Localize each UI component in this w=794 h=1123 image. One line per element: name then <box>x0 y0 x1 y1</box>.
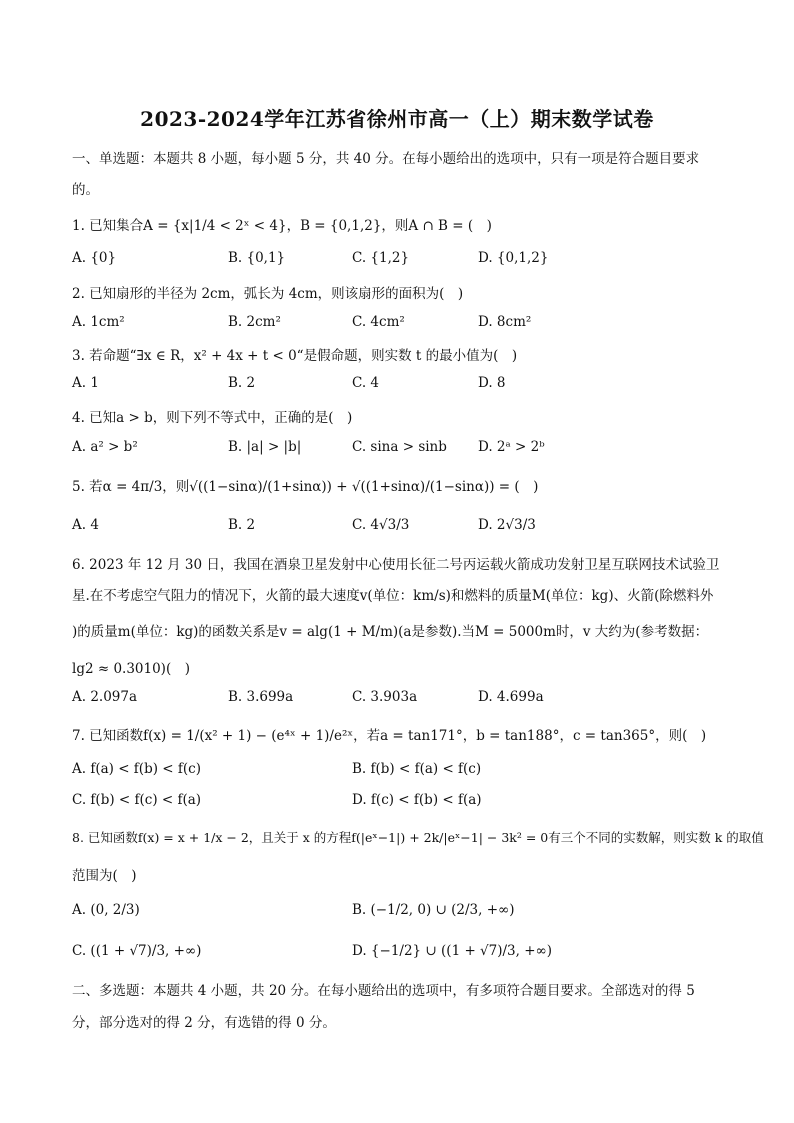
q8-option-c: C. ((1 + √7)/3, +∞) <box>72 943 202 959</box>
q5-option-b: B. 2 <box>228 517 256 533</box>
q3-stem: 3. 若命题“∃x ∈ R，x² + 4x + t < 0“是假命题，则实数 t 的最小值为( ) <box>72 348 518 364</box>
q5-stem: 5. 若α = 4π/3，则√((1−sinα)/(1+sinα)) + √((1+sinα)/(1−sinα)) = ( ) <box>72 479 539 495</box>
q6-stem-line2: 星.在不考虑空气阻力的情况下，火箭的最大速度v(单位：km/s)和燃料的质量M(单位：kg)、火箭(除燃料外 <box>72 588 714 604</box>
q2-option-d: D. 8cm² <box>478 314 532 330</box>
q8-option-a: A. (0, 2/3) <box>72 902 140 918</box>
q7-option-a: A. f(a) < f(b) < f(c) <box>72 761 201 777</box>
q2-option-b: B. 2cm² <box>228 314 281 330</box>
q4-stem: 4. 已知a > b，则下列不等式中，正确的是( ) <box>72 410 353 426</box>
q1-option-d: D. {0,1,2} <box>478 250 549 266</box>
q2-option-c: C. 4cm² <box>352 314 405 330</box>
q4-option-a: A. a² > b² <box>72 439 138 455</box>
q7-option-c: C. f(b) < f(c) < f(a) <box>72 792 202 808</box>
q5-option-a: A. 4 <box>72 517 99 533</box>
q6-option-c: C. 3.903a <box>352 689 418 705</box>
q4-option-b: B. |a| > |b| <box>228 439 302 455</box>
q1-option-c: C. {1,2} <box>352 250 410 266</box>
q4-option-d: D. 2ᵃ > 2ᵇ <box>478 439 545 455</box>
q1-option-a: A. {0} <box>72 250 117 266</box>
q6-option-b: B. 3.699a <box>228 689 294 705</box>
q1-stem: 1. 已知集合A = {x|1/4 < 2ˣ < 4}，B = {0,1,2}，则A ∩ B = ( ) <box>72 218 492 234</box>
q5-option-c: C. 4√3/3 <box>352 517 410 533</box>
q6-option-d: D. 4.699a <box>478 689 544 705</box>
q6-stem-line3: )的质量m(单位：kg)的函数关系是v = alg(1 + M/m)(a是参数).当M = 5000m时，v 大约为(参考数据： <box>72 624 709 640</box>
q2-stem: 2. 已知扇形的半径为 2cm，弧长为 4cm，则该扇形的面积为( ) <box>72 286 464 302</box>
section1-instructions-cont: 的。 <box>72 182 99 198</box>
q8-stem-line1: 8. 已知函数f(x) = x + 1/x − 2，且关于 x 的方程f(|eˣ−1|) + 2k/|eˣ−1| − 3k² = 0有三个不同的实数解，则实数 k 的取值 <box>72 830 764 845</box>
q6-stem-line1: 6. 2023 年 12 月 30 日，我国在酒泉卫星发射中心使用长征二号丙运载火箭成功发射卫星互联网技术试验卫 <box>72 557 720 573</box>
q6-option-a: A. 2.097a <box>72 689 138 705</box>
q8-option-d: D. {−1/2} ∪ ((1 + √7)/3, +∞) <box>352 943 553 959</box>
q5-option-d: D. 2√3/3 <box>478 517 536 533</box>
q3-option-a: A. 1 <box>72 375 99 391</box>
q7-stem: 7. 已知函数f(x) = 1/(x² + 1) − (e⁴ˣ + 1)/e²ˣ，若a = tan171°，b = tan188°，c = tan365°，则( ) <box>72 728 707 744</box>
q7-option-d: D. f(c) < f(b) < f(a) <box>352 792 482 808</box>
q7-option-b: B. f(b) < f(a) < f(c) <box>352 761 482 777</box>
page-title: 2023-2024学年江苏省徐州市高一（上）期末数学试卷 <box>140 107 654 131</box>
q1-option-b: B. {0,1} <box>228 250 286 266</box>
section2-instructions-cont: 分，部分选对的得 2 分，有选错的得 0 分。 <box>72 1015 336 1031</box>
q2-option-a: A. 1cm² <box>72 314 125 330</box>
q8-stem-line2: 范围为( ) <box>72 868 137 884</box>
q8-option-b: B. (−1/2, 0) ∪ (2/3, +∞) <box>352 902 515 918</box>
q6-stem-line4: lg2 ≈ 0.3010)( ) <box>72 661 190 677</box>
q3-option-c: C. 4 <box>352 375 380 391</box>
q3-option-d: D. 8 <box>478 375 506 391</box>
section1-instructions: 一、单选题：本题共 8 小题，每小题 5 分，共 40 分。在每小题给出的选项中，只有一项是符合题目要求 <box>72 151 700 167</box>
q4-option-c: C. sina > sinb <box>352 439 447 455</box>
q3-option-b: B. 2 <box>228 375 256 391</box>
section2-instructions: 二、多选题：本题共 4 小题，共 20 分。在每小题给出的选项中，有多项符合题目要求。全部选对的得 5 <box>72 983 695 999</box>
